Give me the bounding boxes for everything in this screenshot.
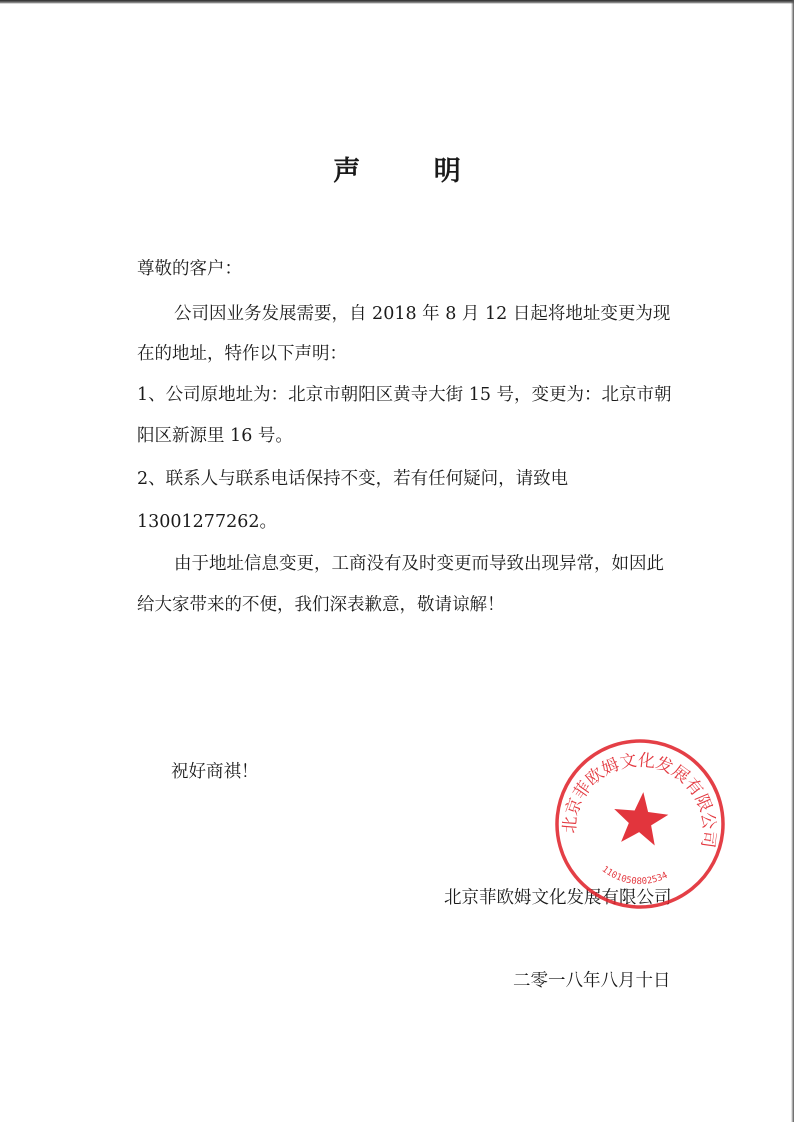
closing-greeting: 祝好商祺！ bbox=[171, 762, 259, 782]
paragraph2-line2: 给大家带来的不便，我们深表歉意，敬请谅解！ bbox=[137, 595, 505, 615]
item2-line1: 2、联系人与联系电话保持不变，若有任何疑问，请致电 bbox=[137, 469, 569, 489]
paragraph1-line1: 公司因业务发展需要，自 2018 年 8 月 12 日起将地址变更为现 bbox=[174, 304, 671, 324]
document-title: 声 明 bbox=[333, 156, 493, 187]
document-date: 二零一八年八月十日 bbox=[513, 971, 671, 991]
salutation: 尊敬的客户： bbox=[137, 259, 242, 279]
item1-line1: 1、公司原地址为：北京市朝阳区黄寺大街 15 号，变更为：北京市朝 bbox=[137, 385, 672, 405]
star-icon bbox=[611, 789, 671, 846]
company-name: 北京菲欧姆文化发展有限公司 bbox=[444, 888, 672, 908]
scan-edge-top bbox=[0, 0, 794, 4]
paragraph1-line2: 在的地址，特作以下声明： bbox=[137, 344, 347, 364]
stamp-arc-text: 北京菲欧姆文化发展有限公司 bbox=[559, 750, 719, 849]
item2-line2: 13001277262。 bbox=[137, 512, 277, 532]
company-seal-stamp bbox=[552, 736, 728, 912]
item1-line2: 阳区新源里 16 号。 bbox=[137, 426, 293, 446]
paragraph2-line1: 由于地址信息变更，工商没有及时变更而导致出现异常，如因此 bbox=[174, 554, 664, 574]
stamp-code: 1101050802534 bbox=[599, 864, 670, 888]
